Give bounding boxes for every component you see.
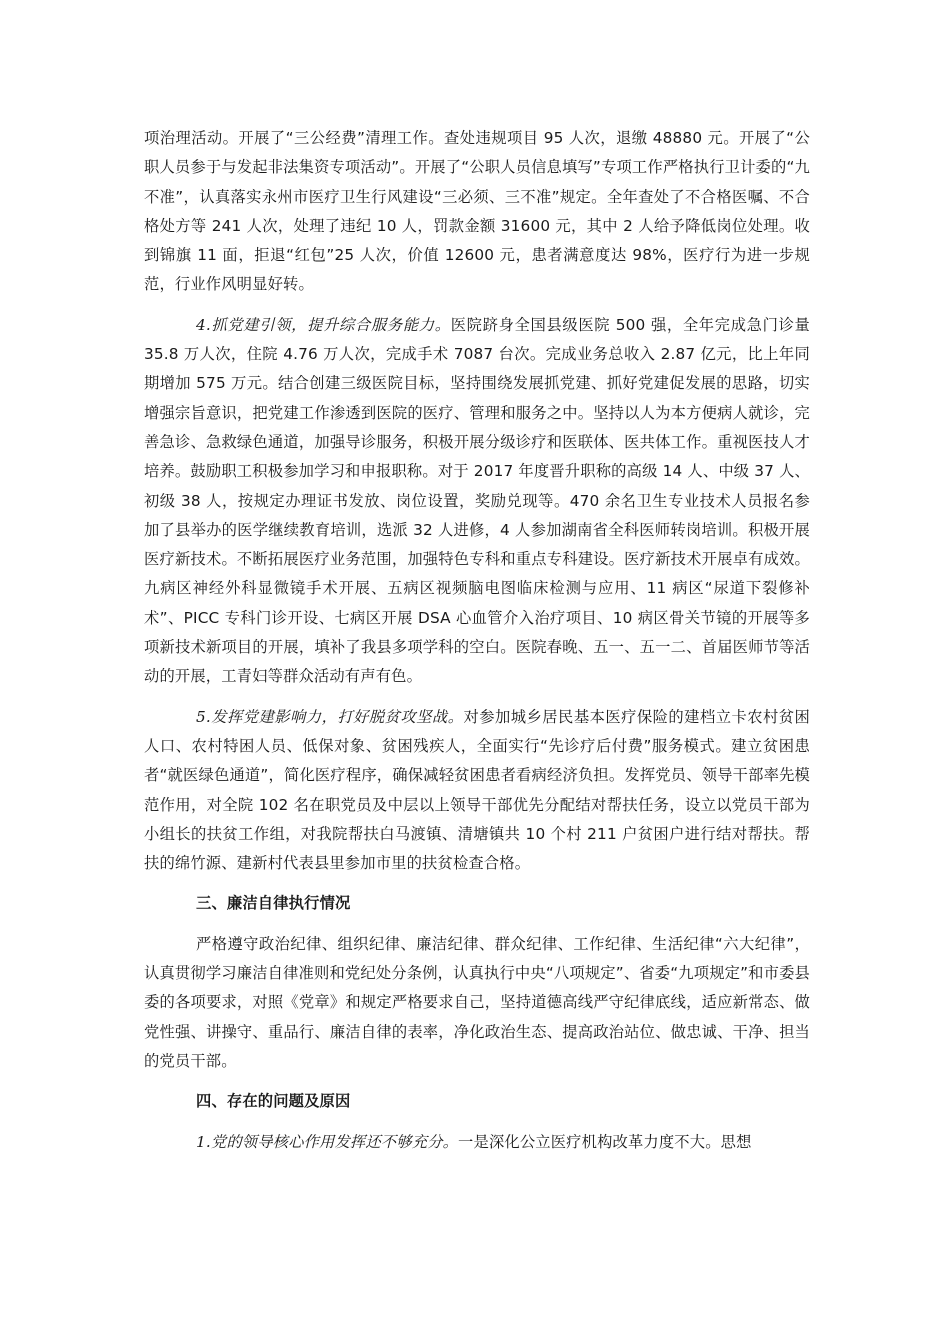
paragraph-text: 对参加城乡居民基本医疗保险的建档立卡农村贫困人口、农村特困人员、低保对象、贫困残疾人，全面实行“先诊疗后付费”服务模式。建立贫困患者“就医绿色通道”，简化医疗程序，确保减轻贫困患者看病经济负担。发挥党员、领导干部率先模范作用，对全院 102 名在职党员及中层以上领导干部优先分配结对帮扶任务，设立以党员干部为小组长的扶贫工作组，对我院帮扶白马渡镇、清塘镇共 10 个村 211 户贫困户进行结对帮扶。帮扶的绵竹源、建新村代表县里参加市里的扶贫检查合格。: [144, 707, 810, 873]
paragraph-party-building-services: [144, 311, 810, 692]
paragraph-text: 严格遵守政治纪律、组织纪律、廉洁纪律、群众纪律、工作纪律、生活纪律“六大纪律”，认真贯彻学习廉洁自律准则和党纪处分条例，认真执行中央“八项规定”、省委“九项规定”和市委县委的各项要求，对照《党章》和规定严格要求自己，坚持道德高线严守纪律底线，适应新常态、做党性强、讲操守、重品行、廉洁自律的表率，净化政治生态、提高政治站位、做忠诚、干净、担当的党员干部。: [144, 934, 810, 1070]
paragraph-problem-1: [144, 1128, 810, 1157]
paragraph-integrity-discipline: [144, 930, 810, 1076]
paragraph-rectification-activities: [144, 124, 810, 300]
paragraph-text: 项治理活动。开展了“三公经费”清理工作。查处违规项目 95 人次，退缴 48880 元。开展了“公职人员参于与发起非法集资专项活动”。开展了“公职人员信息填写”专项工作严格执行卫计委的“九不准”，认真落实永州市医疗卫生行风建设“三必须、三不准”规定。全年查处了不合格医嘱、不合格处方等 241 人次，处理了违纪 10 人，罚款金额 31600 元，其中 2 人给予降低岗位处理。收到锦旗 11 面，拒退“红包”25 人次，价值 12600 元，患者满意度达 98%，医疗行为进一步规范，行业作风明显好转。: [144, 129, 810, 294]
paragraph-text: 医院跻身全国县级医院 500 强，全年完成急门诊量 35.8 万人次，住院 4.76 万人次，完成手术 7087 台次。完成业务总收入 2.87 亿元，比上年同期增加 575 万元。结合创建三级医院目标，坚持围绕发展抓党建、抓好党建促发展的思路，切实增强宗旨意识，把党建工作渗透到医院的医疗、管理和服务之中。坚持以人为本方便病人就诊，完善急诊、急救绿色通道，加强导诊服务，积极开展分级诊疗和医联体、医共体工作。重视医技人才培养。鼓励职工积极参加学习和申报职称。对于 2017 年度晋升职称的高级 14 人、中级 37 人、初级 38 人，按规定办理证书发放、岗位设置，奖励兑现等。470 余名卫生专业技术人员报名参加了县举办的医学继续教育培训，选派 32 人进修，4 人参加湖南省全科医师转岗培训。积极开展医疗新技术。不断拓展医疗业务范围，加强特色专科和重点专科建设。医疗新技术开展卓有成效。九病区神经外科显微镜手术开展、五病区视频脑电图临床检测与应用、11 病区“尿道下裂修补术”、PICC 专科门诊开设、七病区开展 DSA 心血管介入治疗项目、10 病区骨关节镜的开展等多项新技术新项目的开展，填补了我县多项学科的空白。医院春晚、五一、五一二、首届医师节等活动的开展，工青妇等群众活动有声有色。: [144, 315, 810, 686]
paragraph-poverty-alleviation: [144, 703, 810, 879]
paragraph-text: 一是深化公立医疗机构改革力度不大。思想: [458, 1132, 752, 1151]
paragraph-lead: 1.党的领导核心作用发挥还不够充分。: [196, 1132, 459, 1151]
paragraph-lead: 4.抓党建引领，提升综合服务能力。: [196, 315, 451, 334]
paragraph-lead: 5.发挥党建影响力，打好脱贫攻坚战。: [196, 707, 464, 726]
document-body: [144, 124, 810, 1157]
section-heading-integrity: 三、廉洁自律执行情况: [196, 894, 351, 913]
section-heading-problems: 四、存在的问题及原因: [196, 1092, 351, 1111]
